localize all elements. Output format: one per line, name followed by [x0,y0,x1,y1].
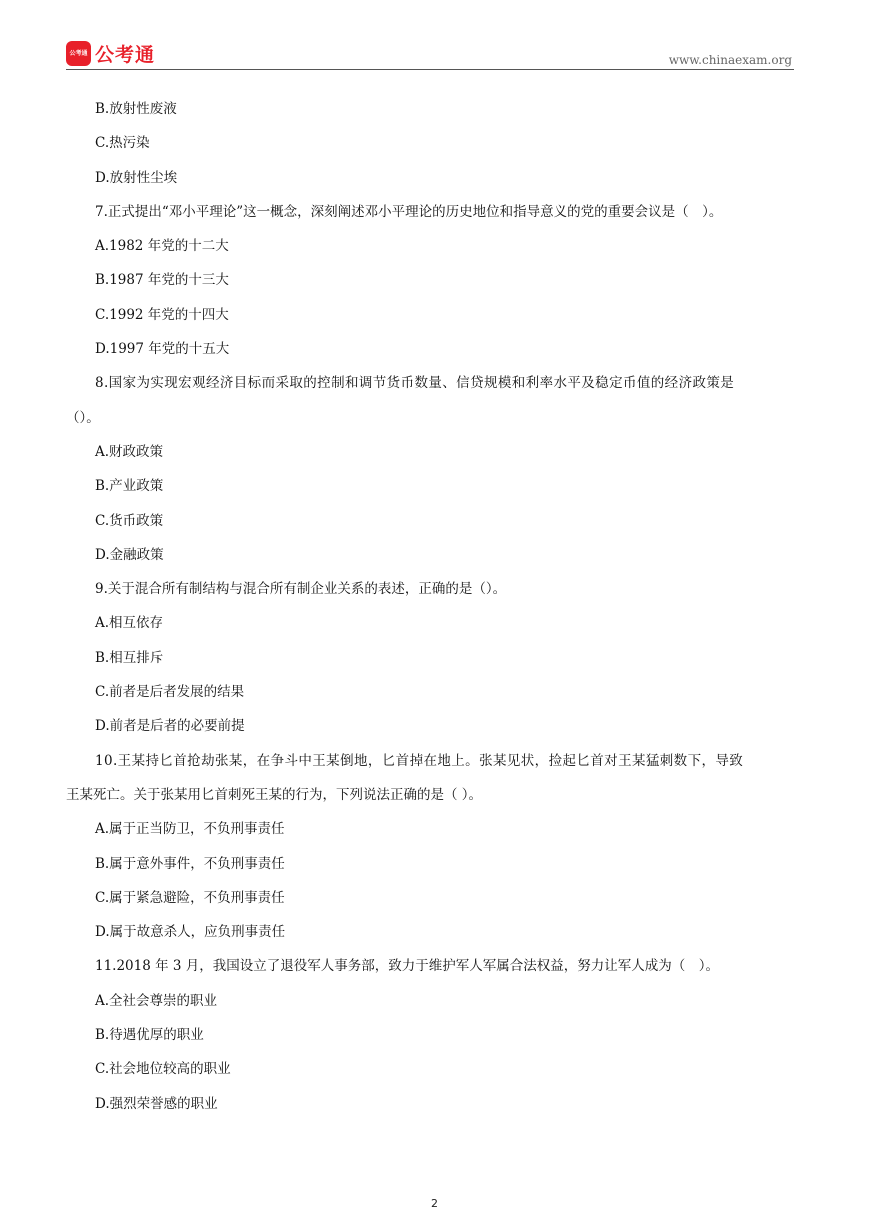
option-line: D.前者是后者的必要前提 [95,718,245,735]
question-10: 10.王某持匕首抢劫张某，在争斗中王某倒地，匕首掉在地上。张某见状，捡起匕首对王某猛刺数下，导致 [95,752,744,769]
option-line: B.待遇优厚的职业 [95,1027,204,1044]
option-line: D.1997 年党的十五大 [95,341,230,358]
site-url[interactable]: www.chinaexam.org [668,53,792,67]
option-line: C.前者是后者发展的结果 [95,684,245,701]
option-line: C.1992 年党的十四大 [95,306,229,323]
page-number: 2 [431,1197,438,1210]
logo-text: 公考通 [95,43,156,66]
option-line: C.属于紧急避险，不负刑事责任 [95,889,285,906]
option-line: B.1987 年党的十三大 [95,272,229,289]
option-line: A.属于正当防卫，不负刑事责任 [95,821,285,838]
option-line: B.属于意外事件，不负刑事责任 [95,855,285,872]
option-line: C.货币政策 [95,512,164,529]
option-line: D.强烈荣誉感的职业 [95,1095,218,1112]
page-header [66,40,792,70]
option-line: D.属于故意杀人，应负刑事责任 [95,924,286,941]
option-line: A.全社会尊崇的职业 [95,992,218,1009]
brand-logo[interactable] [66,40,155,66]
option-line: B.产业政策 [95,478,164,495]
question-7: 7.正式提出“邓小平理论”这一概念，深刻阐述邓小平理论的历史地位和指导意义的党的重要会议是（ ）。 [95,203,723,220]
question-10-continuation: 王某死亡。关于张某用匕首刺死王某的行为，下列说法正确的是（ ）。 [66,786,483,803]
question-8-continuation: （）。 [66,409,100,426]
option-line: C.热污染 [95,135,150,152]
header-divider [66,69,794,70]
logo-badge-icon: 公考通 [66,41,91,66]
option-line: A.财政政策 [95,443,164,460]
question-9: 9.关于混合所有制结构与混合所有制企业关系的表述，正确的是（）。 [95,581,507,598]
option-line: A.相互依存 [95,615,164,632]
option-line: B.相互排斥 [95,649,164,666]
option-line: D.放射性尘埃 [95,169,178,186]
question-11: 11.2018 年 3 月，我国设立了退役军人事务部，致力于维护军人军属合法权益，努力让军人成为（ ）。 [95,958,720,975]
option-line: C.社会地位较高的职业 [95,1061,231,1078]
option-line: B.放射性废液 [95,101,177,117]
option-line: A.1982 年党的十二大 [95,238,229,255]
option-line: D.金融政策 [95,546,164,563]
question-8: 8.国家为实现宏观经济目标而采取的控制和调节货币数量、信贷规模和利率水平及稳定币值的经济政策是 [95,375,735,392]
question-content [66,92,806,1121]
